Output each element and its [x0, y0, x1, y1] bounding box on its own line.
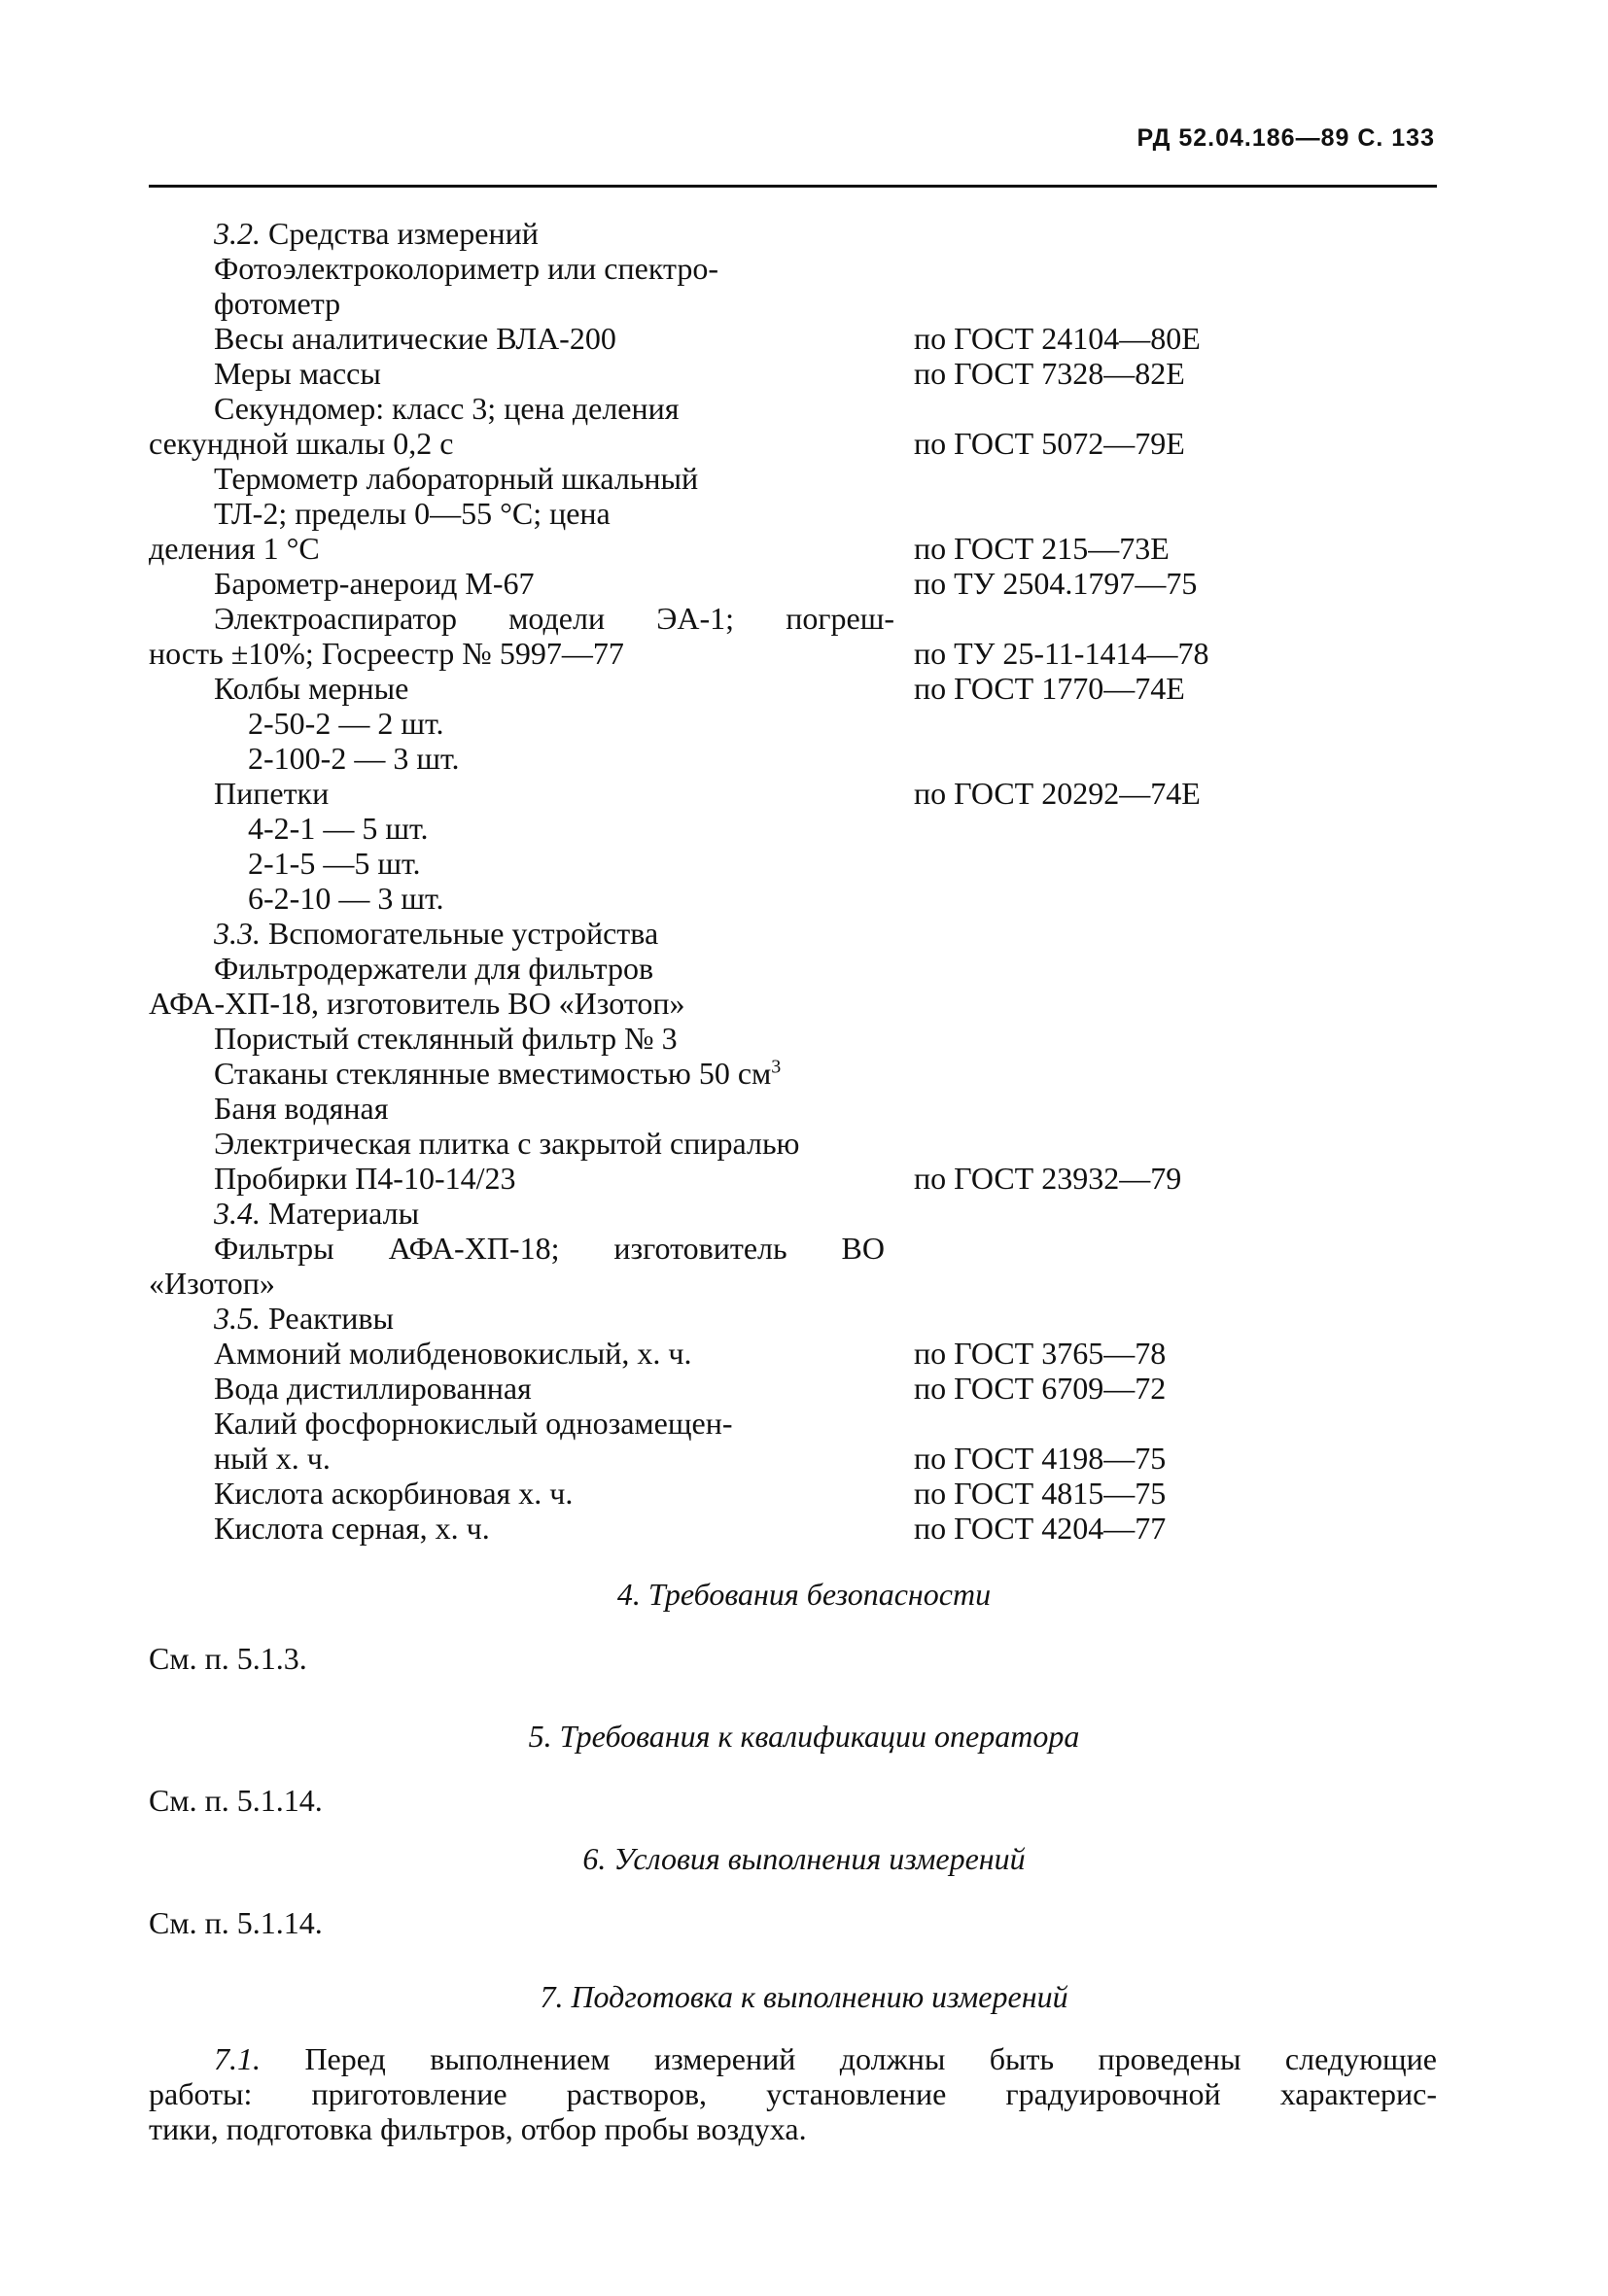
list-item: АФА-ХП-18, изготовитель ВО «Изотоп» — [149, 986, 685, 1021]
subsection-3-2-heading — [214, 216, 539, 251]
paragraph-number: 7.1. — [214, 2041, 261, 2076]
standard-ref: по ГОСТ 20292—74Е — [914, 776, 1201, 811]
subsection-title: Вспомогательные устройства — [268, 916, 659, 951]
subsection-number: 3.2. — [214, 216, 261, 251]
section-5-text: См. п. 5.1.14. — [149, 1783, 323, 1818]
list-item — [214, 1056, 781, 1091]
list-item: Барометр-анероид М-67 — [214, 566, 535, 601]
standard-ref: по ТУ 25-11-1414—78 — [914, 636, 1209, 671]
list-item: секундной шкалы 0,2 с — [149, 426, 454, 461]
standard-ref: по ГОСТ 23932—79 — [914, 1161, 1182, 1196]
standard-ref: по ГОСТ 4815—75 — [914, 1476, 1167, 1511]
subsection-number: 3.4. — [214, 1196, 261, 1231]
standard-ref: по ГОСТ 5072—79Е — [914, 426, 1185, 461]
section-6-title: 6. Условия выполнения измерений — [582, 1841, 1026, 1876]
standard-ref: по ТУ 2504.1797—75 — [914, 566, 1198, 601]
list-item: ность ±10%; Госреестр № 5997—77 — [149, 636, 624, 671]
standard-ref: по ГОСТ 7328—82Е — [914, 356, 1185, 391]
list-item: «Изотоп» — [149, 1266, 275, 1301]
list-item: Пористый стеклянный фильтр № 3 — [214, 1021, 678, 1056]
section-4-title: 4. Требования безопасности — [616, 1577, 992, 1612]
subsection-title: Реактивы — [268, 1301, 395, 1336]
list-item: Колбы мерные — [214, 671, 409, 706]
list-item: Меры массы — [214, 356, 381, 391]
list-item: Электроаспиратор модели ЭА-1; погреш- — [214, 601, 894, 636]
section-4-text: См. п. 5.1.3. — [149, 1641, 307, 1676]
subsection-3-5-heading — [214, 1301, 394, 1336]
paragraph-line: тики, подготовка фильтров, отбор пробы воздуха. — [149, 2111, 807, 2146]
list-item: деления 1 °С — [149, 531, 320, 566]
list-item: Фильтродержатели для фильтров — [214, 951, 654, 986]
subsection-number: 3.3. — [214, 916, 261, 951]
list-item: Вода дистиллированная — [214, 1371, 532, 1406]
list-item: 2-50-2 — 2 шт. — [248, 706, 444, 741]
list-item: фотометр — [214, 286, 341, 321]
list-item: Термометр лабораторный шкальный — [214, 461, 699, 496]
standard-ref: по ГОСТ 6709—72 — [914, 1371, 1167, 1406]
standard-ref: по ГОСТ 1770—74Е — [914, 671, 1185, 706]
subsection-number: 3.5. — [214, 1301, 261, 1336]
standard-ref: по ГОСТ 24104—80Е — [914, 321, 1201, 356]
list-item: Весы аналитические ВЛА-200 — [214, 321, 616, 356]
page-header: РД 52.04.186—89 С. 133 — [1136, 124, 1435, 152]
section-6-text: См. п. 5.1.14. — [149, 1905, 323, 1940]
subsection-3-4-heading — [214, 1196, 419, 1231]
standard-ref: по ГОСТ 215—73Е — [914, 531, 1170, 566]
list-item: Фильтры АФА-ХП-18; изготовитель ВО — [214, 1231, 885, 1266]
standard-ref: по ГОСТ 4198—75 — [914, 1441, 1167, 1476]
list-item: Фотоэлектроколориметр или спектро- — [214, 251, 718, 286]
list-item: Аммоний молибденовокислый, х. ч. — [214, 1336, 692, 1371]
list-item: Кислота серная, х. ч. — [214, 1511, 490, 1546]
standard-ref: по ГОСТ 3765—78 — [914, 1336, 1167, 1371]
list-item: Секундомер: класс 3; цена деления — [214, 391, 680, 426]
paragraph-line: работы: приготовление растворов, установление градуировочной характерис- — [149, 2076, 1437, 2111]
list-item: Калий фосфорнокислый однозамещен- — [214, 1406, 733, 1441]
list-item: Пробирки П4-10-14/23 — [214, 1161, 516, 1196]
section-7-title: 7. Подготовка к выполнению измерений — [540, 1979, 1068, 2014]
subsection-title: Средства измерений — [268, 216, 539, 251]
paragraph-line — [214, 2041, 1437, 2076]
superscript: 3 — [771, 1056, 782, 1078]
list-item: Баня водяная — [214, 1091, 389, 1126]
list-item: Кислота аскорбиновая х. ч. — [214, 1476, 574, 1511]
list-item: Пипетки — [214, 776, 330, 811]
list-item: 2-1-5 —5 шт. — [248, 846, 421, 881]
list-item: 2-100-2 — 3 шт. — [248, 741, 460, 776]
subsection-3-3-heading — [214, 916, 658, 951]
list-item: 6-2-10 — 3 шт. — [248, 881, 444, 916]
subsection-title: Материалы — [268, 1196, 420, 1231]
list-item: 4-2-1 — 5 шт. — [248, 811, 429, 846]
list-item: ный х. ч. — [214, 1441, 331, 1476]
standard-ref: по ГОСТ 4204—77 — [914, 1511, 1167, 1546]
section-5-title: 5. Требования к квалификации оператора — [528, 1719, 1080, 1754]
paragraph-text: Перед выполнением измерений должны быть проведены следующие — [304, 2041, 1438, 2076]
list-item-text: Стаканы стеклянные вместимостью 50 см — [214, 1056, 772, 1091]
list-item: ТЛ-2; пределы 0—55 °С; цена — [214, 496, 611, 531]
list-item: Электрическая плитка с закрытой спиралью — [214, 1126, 800, 1161]
header-rule — [149, 185, 1437, 188]
